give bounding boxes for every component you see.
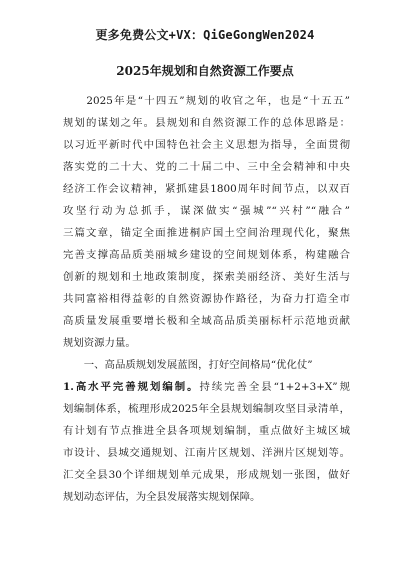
document-body bbox=[63, 90, 350, 508]
page-header-note: 更多免费公文+VX：QiGeGongWen2024 bbox=[95, 28, 315, 42]
paragraph-line: 规划的谋划之年。县规划和自然资源工作的总体思路是： bbox=[63, 117, 350, 129]
paragraph-line: 三篇文章，锚定全面推进桐庐国土空间治理现代化，聚焦 bbox=[63, 227, 350, 239]
paragraph-line: 攻坚行动为总抓手，谋深做实“强城”“兴村”“融合” bbox=[63, 205, 350, 217]
paragraph-line: 2025年是“十四五”规划的收官之年，也是“十五五” bbox=[63, 95, 350, 107]
paragraph-line: 共同富裕相得益彰的自然资源协作路径，为奋力打造全市 bbox=[63, 293, 350, 305]
item-lead: 1.高水平完善规划编制。 bbox=[63, 381, 200, 393]
item-1 bbox=[63, 376, 350, 508]
item-line: 持续完善全县“1+2+3+X”规 bbox=[199, 381, 350, 393]
item-line: 划编制体系，梳理形成2025年全县规划编制攻坚目录清单， bbox=[63, 403, 350, 415]
paragraph-line: 以习近平新时代中国特色社会主义思想为指导，全面贯彻 bbox=[63, 139, 350, 151]
paragraph-line: 完善支撑高品质美丽城乡建设的空间规划体系，构建融合 bbox=[63, 249, 350, 261]
item-first-line bbox=[63, 376, 350, 398]
paragraph-line: 创新的规划和土地政策制度，探索美丽经济、美好生活与 bbox=[63, 271, 350, 283]
paragraph-line: 规划资源力量。 bbox=[63, 337, 136, 349]
paragraph-intro bbox=[63, 90, 350, 354]
paragraph-line: 经济工作会议精神，紧抓建县1800周年时间节点，以双百 bbox=[63, 183, 350, 195]
item-line: 市设计、县城交通规划、江南片区规划、洋洲片区规划等。 bbox=[63, 447, 350, 459]
item-line: 汇交全县30个详细规划单元成果，形成规划一张图，做好 bbox=[63, 469, 350, 481]
item-line: 规划动态评估，为全县发展落实规划保障。 bbox=[63, 491, 261, 503]
document-title: 2025年规划和自然资源工作要点 bbox=[116, 64, 294, 78]
paragraph-line: 高质量发展重要增长极和全域高品质美丽标杆示范地贡献 bbox=[63, 315, 350, 327]
paragraph-line: 落实党的二十大、党的二十届二中、三中全会精神和中央 bbox=[63, 161, 350, 173]
item-line: 有计划有节点推进全县各项规划编制，重点做好主城区城 bbox=[63, 425, 350, 437]
section-heading: 一、高品质规划发展蓝图，打好空间格局“优化仗” bbox=[63, 359, 313, 371]
